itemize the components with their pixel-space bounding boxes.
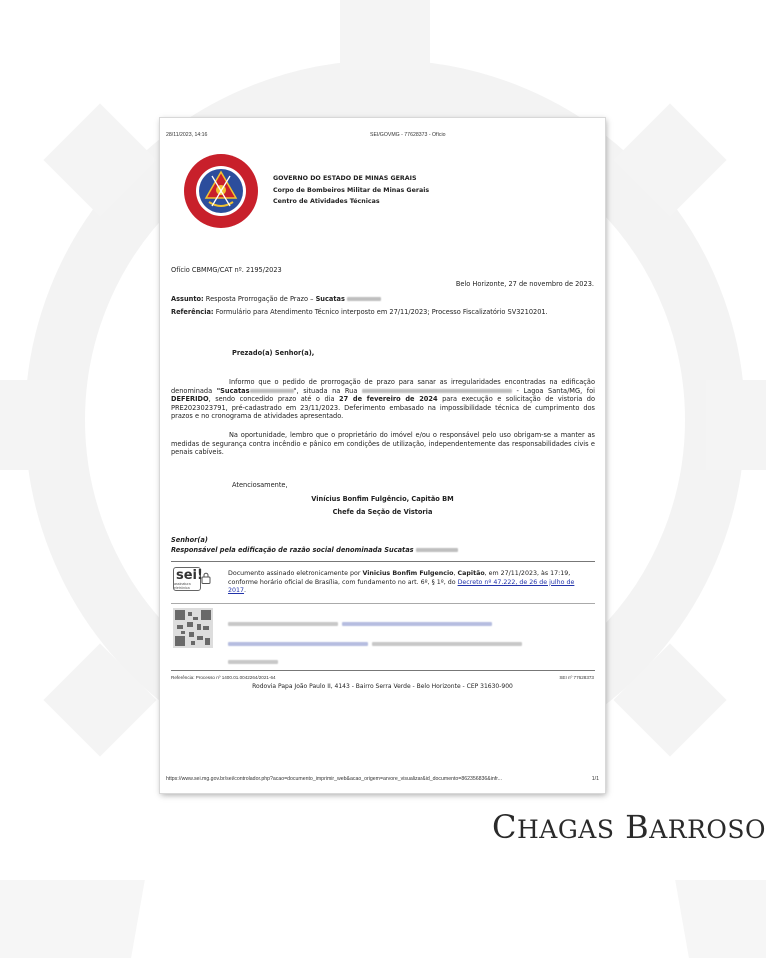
sei-text-b: , em 27/11/2023, às 17:19, conforme horário oficial de Brasília, com fundamento no art. 6º, § 1º, do <box>228 570 571 586</box>
sei-role: Capitão <box>457 570 485 577</box>
brand-word-1: HAGAS <box>516 815 615 844</box>
p1-part-e: DEFERIDO <box>171 395 209 404</box>
org-line-3: Centro de Atividades Técnicas <box>273 198 380 205</box>
footer-referencia: Referência: Processo nº 1400.01.0042264/2021-64 <box>171 675 276 680</box>
sei-logo-subtext: assinatura eletrônica <box>174 582 191 590</box>
oficio-number: Ofício CBMMG/CAT nº. 2195/2023 <box>171 266 282 274</box>
document-page <box>160 118 605 793</box>
redacted-block <box>228 660 278 664</box>
decree-link[interactable]: Decreto nº 47.222, de 26 de julho de 2017 <box>228 578 575 595</box>
redacted-block <box>228 622 338 626</box>
sei-logo-text: sei! <box>176 568 203 583</box>
qr-code-icon <box>173 608 213 648</box>
addressee-line-2 <box>171 546 458 554</box>
redacted-block <box>347 297 381 301</box>
padlock-icon <box>201 572 211 584</box>
brand-initial-2: B <box>625 808 650 846</box>
greeting: Prezado(a) Senhor(a), <box>232 349 315 357</box>
org-line-2: Corpo de Bombeiros Militar de Minas Gerais <box>273 186 430 194</box>
sei-signature-text <box>228 570 594 596</box>
divider <box>171 603 595 604</box>
sei-signer: Vinicius Bonfim Fulgencio <box>362 570 454 577</box>
sei-end: . <box>244 587 247 595</box>
divider <box>171 561 595 562</box>
footer-sei-number: SEI nº 77628373 <box>559 675 594 680</box>
verification-text-blurred <box>228 615 594 669</box>
org-line-1: GOVERNO DO ESTADO DE MINAS GERAIS <box>273 175 417 182</box>
redacted-link-block <box>342 622 492 626</box>
assunto-line <box>171 295 381 303</box>
assunto-bold: Sucatas <box>315 295 345 303</box>
p1-part-d: - Lagoa Santa/MG, foi <box>516 386 595 395</box>
print-datetime: 28/11/2023, 14:16 <box>166 132 208 138</box>
fire-department-seal-icon <box>182 152 260 230</box>
redacted-link-block <box>228 642 368 646</box>
org-header <box>273 173 429 208</box>
brand-logo <box>492 808 766 846</box>
signer-role: Chefe da Seção de Vistoria <box>332 508 433 516</box>
paragraph-2: Na oportunidade, lembro que o proprietário do imóvel e/ou o responsável pelo uso obrigam-se a manter as medidas de segurança contra incêndio e pânico em condições de utilização, independentemente das responsabilidades civis e penais cabíveis. <box>171 431 595 457</box>
addressee-text: Responsável pela edificação de razão social denominada Sucatas <box>171 546 414 554</box>
footer-divider <box>171 670 595 671</box>
footer-address: Rodovia Papa João Paulo II, 4143 - Bairro Serra Verde - Belo Horizonte - CEP 31630-900 <box>252 683 513 690</box>
brand-initial-1: C <box>492 808 517 846</box>
assunto-text: Resposta Prorrogação de Prazo – <box>205 295 314 303</box>
p1-part-g: 27 de fevereiro de 2024 <box>339 395 438 404</box>
addressee-line-1: Senhor(a) <box>171 536 208 544</box>
print-url: https://www.sei.mg.gov.br/sei/controlador.php?acao=documento_imprimir_web&acao_origem=arvore_visualizar&id_documento=862356836&infr... <box>166 776 502 782</box>
place-date: Belo Horizonte, 27 de novembro de 2023. <box>455 280 594 288</box>
p1-part-a: Informo que o pedido de prorrogação de prazo para sanar as irregularidades encontradas na edificação denominada <box>171 378 595 395</box>
p1-part-f: , sendo concedido prazo até o dia <box>208 395 335 404</box>
redacted-block <box>362 389 512 393</box>
redacted-block <box>372 642 522 646</box>
p1-part-b: "Sucatas <box>216 386 250 395</box>
p1-part-h: para execução e solicitação de vistoria do PRE2023023791, pré-cadastrado em 23/11/2023. Deferimento embasado na impossibilidade técnica de cumprimento dos prazos e no cronograma de atividades apresentado. <box>171 395 596 421</box>
closing: Atenciosamente, <box>232 481 288 489</box>
referencia-text: Formulário para Atendimento Técnico interposto em 27/11/2023; Processo Fiscalizatório SV3210201. <box>215 308 548 316</box>
assunto-label: Assunto: <box>171 295 204 303</box>
paragraph-1 <box>171 378 595 421</box>
redacted-block <box>416 548 458 552</box>
referencia-label: Referência: <box>171 308 214 316</box>
sei-comma: , <box>453 570 456 577</box>
sei-text-a: Documento assinado eletronicamente por <box>228 570 361 577</box>
p1-part-c: ", situada na Rua <box>293 386 358 395</box>
redacted-block <box>250 389 294 393</box>
sei-logo <box>173 567 211 597</box>
print-doc-id: SEI/GOVMG - 77628373 - Ofício <box>370 132 446 138</box>
print-page-number: 1/1 <box>591 776 599 782</box>
brand-word-2: ARROSO <box>649 815 766 844</box>
signer-name: Vinícius Bonfim Fulgêncio, Capitão BM <box>311 495 454 503</box>
referencia-line <box>171 308 601 316</box>
